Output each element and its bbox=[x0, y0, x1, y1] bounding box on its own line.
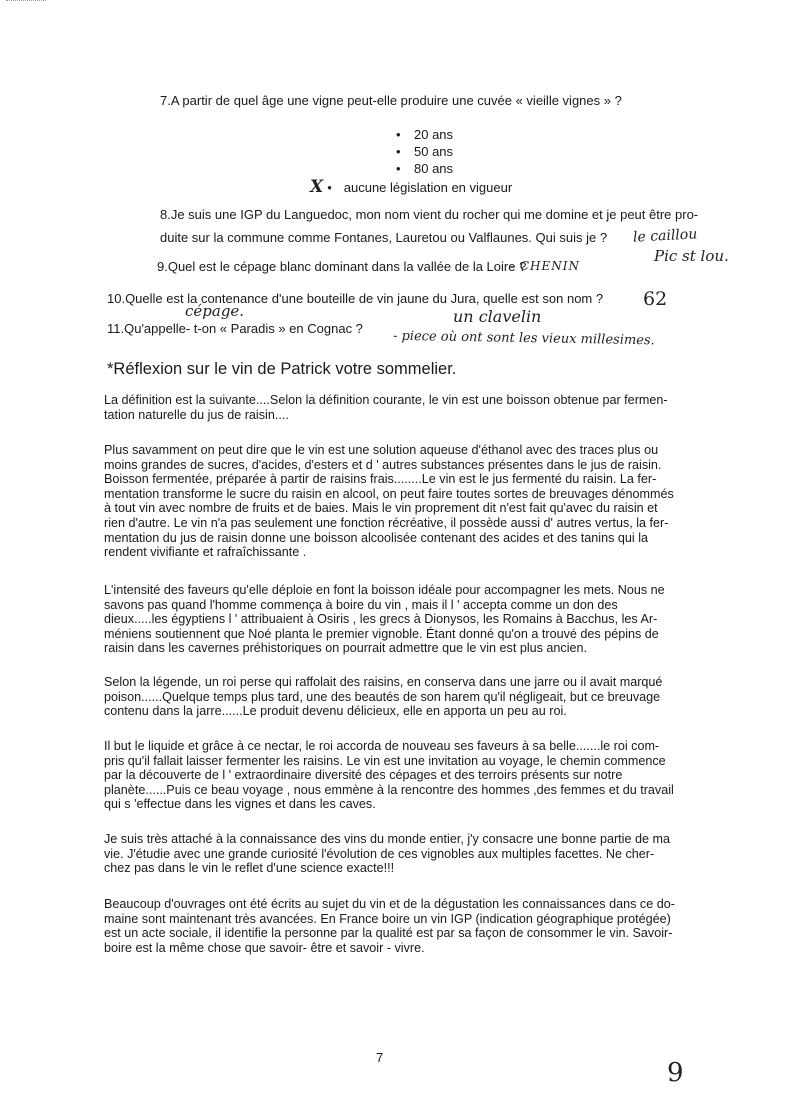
question-11-text: 11.Qu'appelle- t-on « Paradis » en Cognac ? bbox=[107, 321, 363, 336]
handwritten-page-mark: 9 bbox=[667, 1058, 684, 1088]
question-8-line-1: 8.Je suis une IGP du Languedoc, mon nom vient du rocher qui me domine et je peut être pro- bbox=[160, 207, 699, 222]
option-20-ans: • 20 ans bbox=[396, 127, 454, 142]
paragraph-5: Il but le liquide et grâce à ce nectar, le roi accorda de nouveau ses faveurs à sa belle.......le roi com- pris qu'il fallait laisser fermenter les raisins. Le vin est une invitation au voyage, le chemin commence par la découverte de l ' extraordinaire diversité des cépages et des terroirs présents sur notre planète......Puis ce beau voyage , nous emmène à la rencontre des hommes ,des femmes et du travail qui s 'effectue dans les vignes et dans les caves. bbox=[104, 739, 674, 812]
option-aucune-legislation: X • aucune législation en vigueur bbox=[310, 177, 513, 197]
option-80-ans: • 80 ans bbox=[396, 161, 454, 176]
question-10-text: 10.Quelle est la contenance d'une bouteille de vin jaune du Jura, quelle est son nom ? bbox=[107, 291, 604, 306]
paragraph-2: Plus savamment on peut dire que le vin est une solution aqueuse d'éthanol avec des traces plus ou moins grandes de sucres, d'acides, d'esters et d ' autres substances présentes dans le jus de raisin. Boisson fermentée, préparée à partir de raisins frais........Le vin est le jus fermenté du raisin. La fer- mentation transforme le sucre du raisin en alcool, on peut faire toutes sortes de breuvages dénommés à tout vin avec nombre de fruits et de baies. Mais le vin proprement dit n'est fait qu'avec du raisin et rien d'autre. Le vin n'a pas seulement une fonction récréative, il possède aussi d' autres vertus, la fer- mentation du jus de raisin donne une boisson alcoolisée contenant des acides et des tanins qui la rendent vivifiante et rafraîchissante . bbox=[104, 443, 674, 560]
answer-11-handwritten: - piece où ont sont les vieux millesimes. bbox=[392, 328, 655, 349]
question-7-text: 7.A partir de quel âge une vigne peut-elle produire une cuvée « vieille vignes » ? bbox=[160, 93, 622, 108]
annotation-cepage: cépage. bbox=[185, 302, 245, 320]
option-50-ans: • 50 ans bbox=[396, 144, 454, 159]
paragraph-1: La définition est la suivante....Selon la définition courante, le vin est une boisson obtenue par fermen- tation naturelle du jus de raisin.... bbox=[104, 393, 668, 422]
answer-10-name: un clavelin bbox=[453, 307, 542, 326]
section-heading: *Réflexion sur le vin de Patrick votre sommelier. bbox=[107, 360, 457, 378]
answer-10-number: 62 bbox=[643, 288, 668, 310]
question-8-line-2: duite sur la commune comme Fontanes, Lauretou ou Valflaunes. Qui suis je ? bbox=[160, 230, 608, 245]
paragraph-7: Beaucoup d'ouvrages ont été écrits au sujet du vin et de la dégustation les connaissances dans ce do- maine sont maintenant très avancées. En France boire un vin IGP (indication géographique protégée) est un acte sociale, il identifie la personne par la qualité est par sa façon de consommer le vin. Savoir- boire est la même chose que savoir- être et savoir - vivre. bbox=[104, 897, 675, 955]
scan-artifact bbox=[6, 0, 46, 7]
answer-8-handwritten-1: le caillou bbox=[632, 226, 698, 246]
question-9-text: 9.Quel est le cépage blanc dominant dans la vallée de la Loire ? bbox=[157, 259, 527, 274]
page-number: 7 bbox=[376, 1050, 384, 1065]
answer-8-handwritten-2: Pic st lou. bbox=[654, 247, 729, 265]
selected-mark: X bbox=[310, 177, 324, 197]
paragraph-6: Je suis très attaché à la connaissance des vins du monde entier, j'y consacre une bonne partie de ma vie. J'étudie avec une grande curiosité l'évolution de ces vignobles aux multiples facettes. Ne cher- chez pas dans le vin le reflet d'une science exacte!!! bbox=[104, 832, 670, 876]
paragraph-4: Selon la légende, un roi perse qui raffolait des raisins, en conserva dans une jarre ou il avait marqué poison......Quelque temps plus tard, une des beautés de son harem qu'il négligeait, but ce breuvage contenu dans la jarre......Le produit devenu délicieux, elle en apporta un peu au roi. bbox=[104, 675, 663, 719]
answer-9-handwritten: - CHENIN bbox=[510, 259, 581, 273]
paragraph-3: L'intensité des faveurs qu'elle déploie en font la boisson idéale pour accompagner les mets. Nous ne savons pas quand l'homme commença à boire du vin , mais il l ' accepta comme un don des dieux.....les égyptiens l ' attribuaient à Osiris , les grecs à Dionysos, les Romains à Bacchus, les Ar- méniens soutiennent que Noé planta le premier vignoble. Étant donné qu'on a trouvé des pépins de raisin dans les cavernes préhistoriques on pourrait admettre que le vin est plus ancien. bbox=[104, 583, 665, 656]
